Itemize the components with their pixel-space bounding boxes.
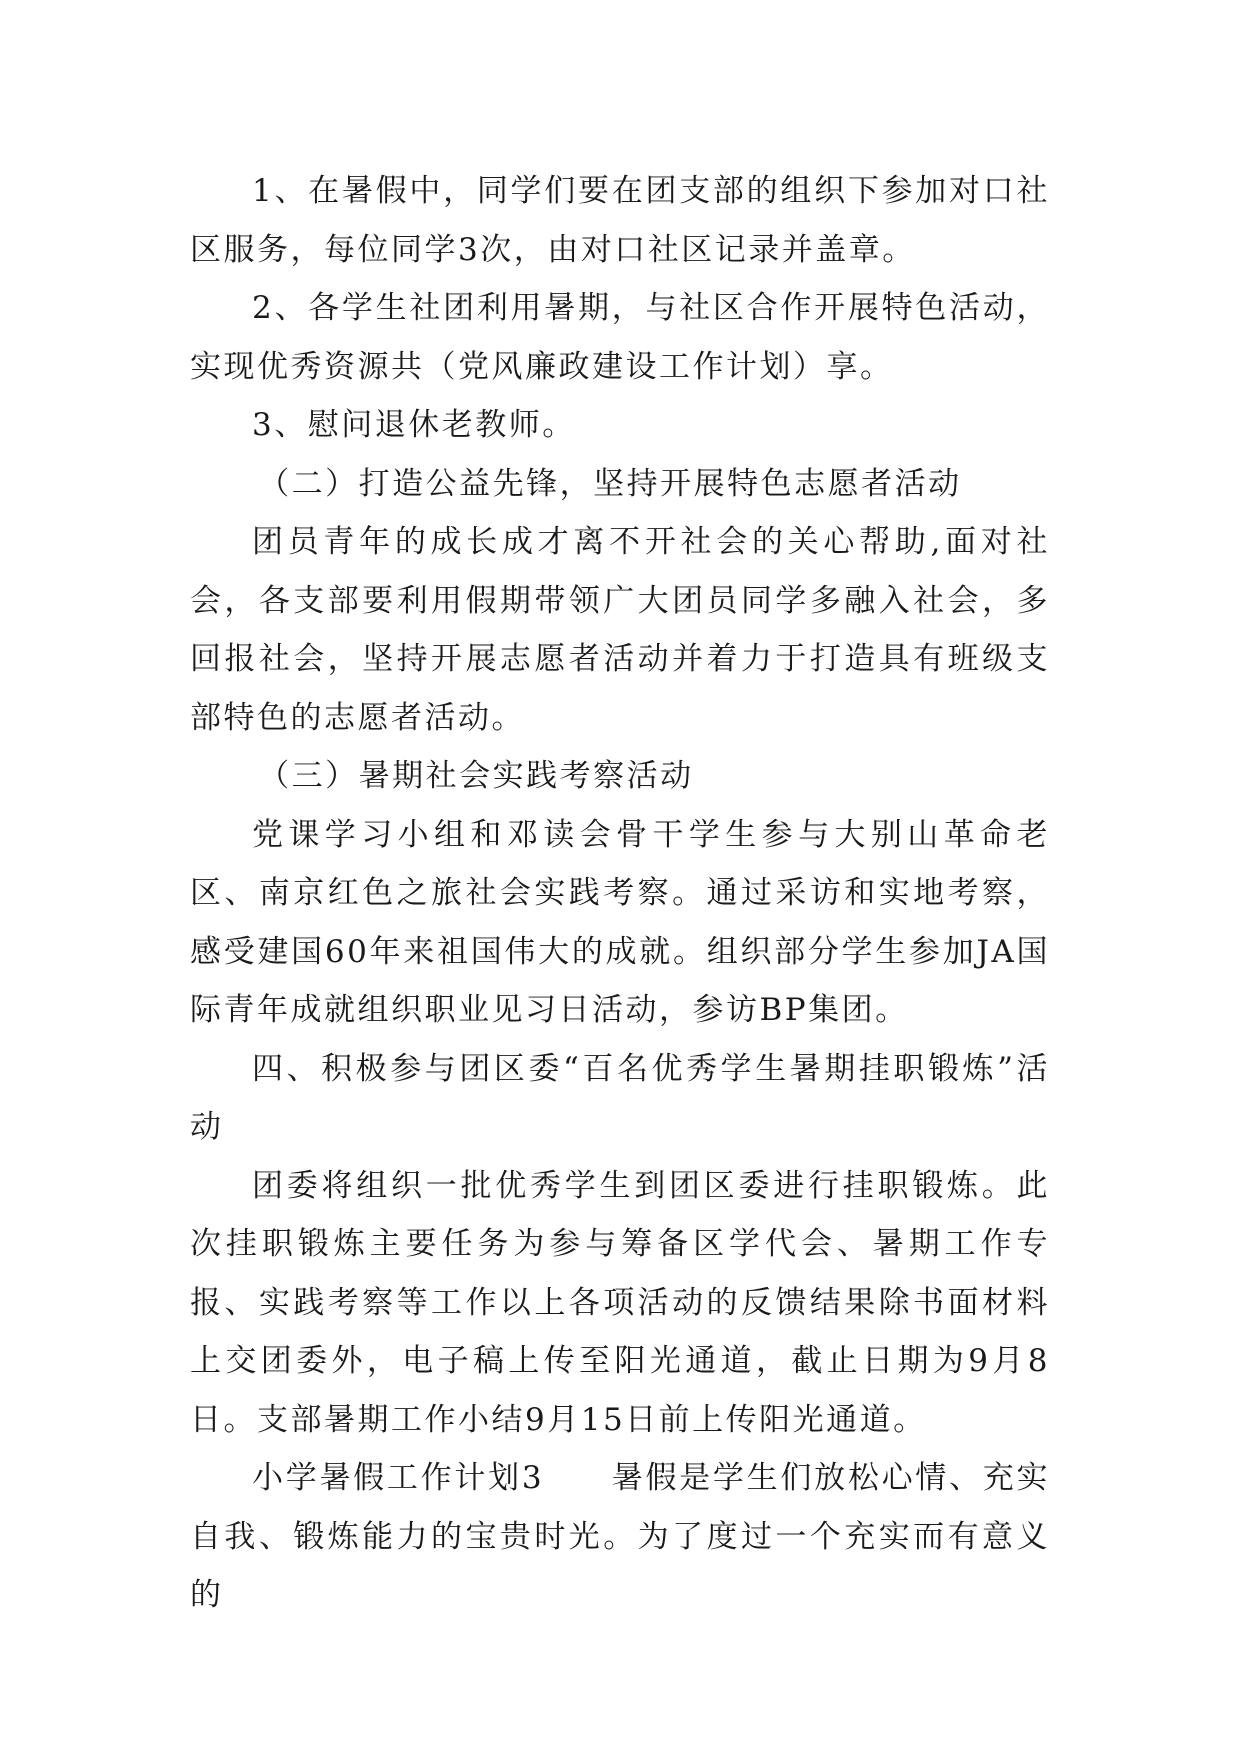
paragraph-community-service: 1、在暑假中，同学们要在团支部的组织下参加对口社区服务，每位同学3次，由对口社区记录并盖章。 bbox=[190, 173, 1050, 268]
section-heading-social-practice: （三）暑期社会实践考察活动 bbox=[258, 758, 694, 794]
document-body bbox=[190, 162, 1050, 1625]
paragraph-summer-plan-3: 小学暑假工作计划3 暑假是学生们放松心情、充实自我、锻炼能力的宝贵时光。为了度过一个充实而有意义的 bbox=[190, 1460, 1050, 1613]
section-heading-volunteer: （二）打造公益先锋，坚持开展特色志愿者活动 bbox=[258, 465, 962, 502]
paragraph-volunteer: 团员青年的成长成才离不开社会的关心帮助,面对社会，各支部要利用假期带领广大团员同学多融入社会，多回报社会，坚持开展志愿者活动并着力于打造具有班级支部特色的志愿者活动。 bbox=[190, 524, 1050, 736]
section-heading-internship: 四、积极参与团区委“百名优秀学生暑期挂职锻炼”活动 bbox=[190, 1050, 1050, 1145]
paragraph-student-clubs: 2、各学生社团利用暑期，与社区合作开展特色活动，实现优秀资源共（党风廉政建设工作计划）享。 bbox=[190, 290, 1050, 385]
paragraph-internship: 团委将组织一批优秀学生到团区委进行挂职锻炼。此次挂职锻炼主要任务为参与筹备区学代会、暑期工作专报、实践考察等工作以上各项活动的反馈结果除书面材料上交团委外，电子稿上传至阳光通道，截止日期为9月8日。支部暑期工作小结9月15日前上传阳光通道。 bbox=[190, 1167, 1050, 1438]
paragraph-visit-retired-teachers: 3、慰问退休老教师。 bbox=[252, 407, 576, 443]
paragraph-social-practice: 党课学习小组和邓读会骨干学生参与大别山革命老区、南京红色之旅社会实践考察。通过采访和实地考察，感受建国60年来祖国伟大的成就。组织部分学生参加JA国际青年成就组织职业见习日活动，参访BP集团。 bbox=[190, 816, 1050, 1028]
